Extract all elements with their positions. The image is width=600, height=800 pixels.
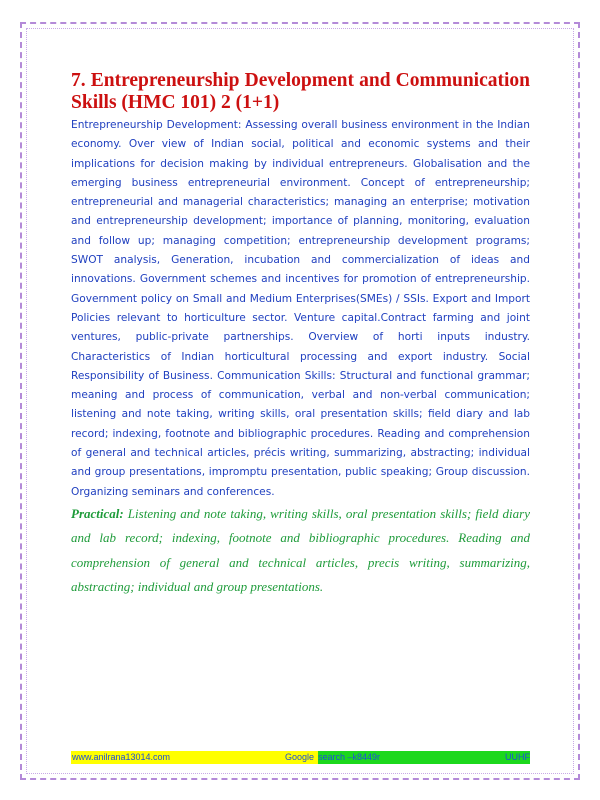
practical-paragraph: [71, 502, 530, 600]
course-body: Entrepreneurship Development: Assessing overall business environment in the Indian economy. Over view of Indian social, political and economic systems and their implications for decision making by individual entrepreneurs. Globalisation and the emerging business entrepreneurial environment. Concept of entrepreneurship; entrepreneurial and managerial characteristics; managing an enterprise; motivation and entrepreneurship development; importance of planning, monitoring, evaluation and follow up; managing competition; entrepreneurship development programs; SWOT analysis, Generation, incubation and commercialization of ideas and innovations. Government schemes and incentives for promotion of entrepreneurship. Government policy on Small and Medium Enterprises(SMEs) / SSIs. Export and Import Policies relevant to horticulture sector. Venture capital.Contract farming and joint ventures, public-private partnerships. Overview of horti inputs industry. Characteristics of Indian horticultural processing and export industry. Social Responsibility of Business. Communication Skills: Structural and functional grammar; meaning and process of communication, verbal and non-verbal communication; listening and note taking, writing skills, oral presentation skills; field diary and lab record; indexing, footnote and bibliographic procedures. Reading and comprehension of general and technical articles, précis writing, summarizing, abstracting; individual and group presentations, impromptu presentation, public speaking; Group discussion. Organizing seminars and conferences.: [71, 119, 530, 498]
page-content: [71, 70, 530, 600]
course-title: 7. Entrepreneurship Development and Communication Skills (HMC 101) 2 (1+1): [71, 70, 530, 113]
footer-green-bar: [318, 751, 530, 764]
practical-text: Listening and note taking, writing skills, oral presentation skills; field diary and lab record; indexing, footnote and bibliographic procedures. Reading and comprehension of general and technical articles, precis writing, summarizing, abstracting; individual and group presentations.: [71, 505, 530, 595]
page-footer: [71, 751, 530, 764]
footer-right: UUHF: [505, 752, 530, 762]
footer-website[interactable]: www.anilrana13014.com: [71, 751, 285, 764]
footer-google: Google: [285, 751, 318, 764]
practical-label: Practical:: [71, 505, 124, 521]
footer-search: search –k8449r: [318, 752, 381, 762]
